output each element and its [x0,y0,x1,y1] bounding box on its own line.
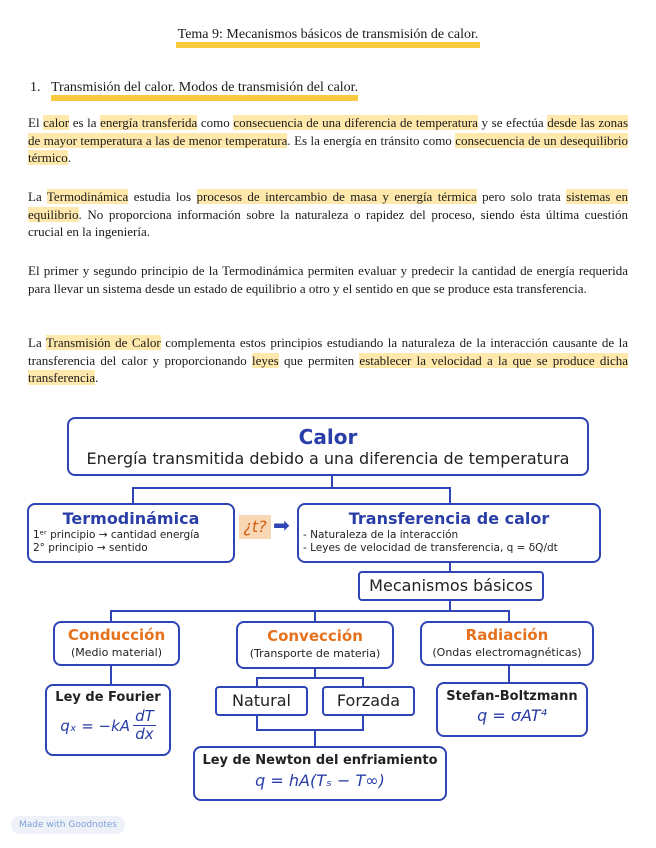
fourier-lhs: qₓ = −kA [60,716,131,735]
conveccion-box [236,621,394,669]
calor-subtitle: Energía transmitida debido a una diferencia de temperatura [86,449,570,468]
fourier-numerator: dT [135,707,154,725]
transferencia-title: Transferencia de calor [348,509,550,528]
calor-box [67,417,589,476]
connector [314,729,316,747]
connector [110,665,112,685]
fourier-fraction [133,708,156,743]
connector [132,487,134,503]
radiacion-title: Radiación [465,626,549,644]
termodinamica-title: Termodinámica [62,509,200,528]
section-heading: 1. Transmisión del calor. Modos de transmisión del calor. [30,80,358,96]
transferencia-line-1: - Naturaleza de la interacción [303,529,459,541]
conduccion-box [53,621,180,666]
stefan-box [436,682,588,737]
transferencia-box [297,503,601,563]
fourier-equation [47,708,169,743]
goodnotes-watermark: Made with Goodnotes [11,816,125,834]
paragraph-1: El calor es la energía transferida como consecuencia de una diferencia de temperatura y se efectúa desde las zonas de mayor temperatura a las de menor temperatura. Es la energía en tránsito como consecuencia de un desequilibrio térmico. [28,115,629,165]
conduccion-subtitle: (Medio material) [70,646,163,659]
connector [362,716,364,730]
conveccion-subtitle: (Transporte de materia) [249,647,381,660]
connector [256,729,364,731]
conduccion-title: Conducción [67,626,166,644]
paragraph-4: La Transmisión de Calor complementa estos principios estudiando la naturaleza de la interacción causante de la transferencia del calor y proporcionando leyes que permiten establecer la velocidad a la que se produce dicha transferencia. [28,335,628,385]
connector [256,677,364,679]
radiacion-box [420,621,594,666]
stefan-equation: q = σAT⁴ [477,706,547,725]
mecanismos-box: Mecanismos básicos [358,571,544,601]
fourier-title: Ley de Fourier [55,690,161,705]
calor-title: Calor [298,425,358,449]
conveccion-title: Convección [267,627,363,645]
connector [508,665,510,683]
paragraph-3: El primer y segundo principio de la Termodinámica permiten evaluar y predecir la cantidad de energía requerida para llevar un sistema desde un estado de equilibrio a otro y el sentido en que se produce esta transferencia. [28,263,628,296]
stefan-title: Stefan-Boltzmann [446,689,578,704]
newton-title: Ley de Newton del enfriamiento [202,753,438,768]
newton-box [193,746,447,801]
termodinamica-line-1: 1ᵉʳ principio → cantidad energía [33,529,200,541]
termodinamica-box [27,503,235,563]
connector [256,716,258,730]
connector [449,487,451,503]
transferencia-line-2: - Leyes de velocidad de transferencia, q = δQ/dt [303,542,558,554]
connector [256,677,258,686]
forzada-box: Forzada [322,686,415,716]
paragraph-2: La Termodinámica estudia los procesos de intercambio de masa y energía térmica pero solo trata sistemas en equilibrio. No proporciona información sobre la naturaleza o rapidez del proceso, siendo ésta última cuestión crucial en la ingeniería. [28,189,628,239]
newton-equation: q = hA(Tₛ − T∞) [255,771,385,790]
termodinamica-line-2: 2° principio → sentido [33,542,148,554]
connector [110,610,510,612]
question-badge: ¿t? [239,515,271,539]
connector [132,487,450,489]
fourier-box [45,684,171,756]
arrow-right-icon: ➡ [273,513,290,537]
page-title: Tema 9: Mecanismos básicos de transmisión de calor. [0,27,656,43]
radiacion-subtitle: (Ondas electromagnéticas) [432,646,582,659]
fourier-denominator: dx [135,725,154,743]
natural-box: Natural [215,686,308,716]
connector [362,677,364,686]
